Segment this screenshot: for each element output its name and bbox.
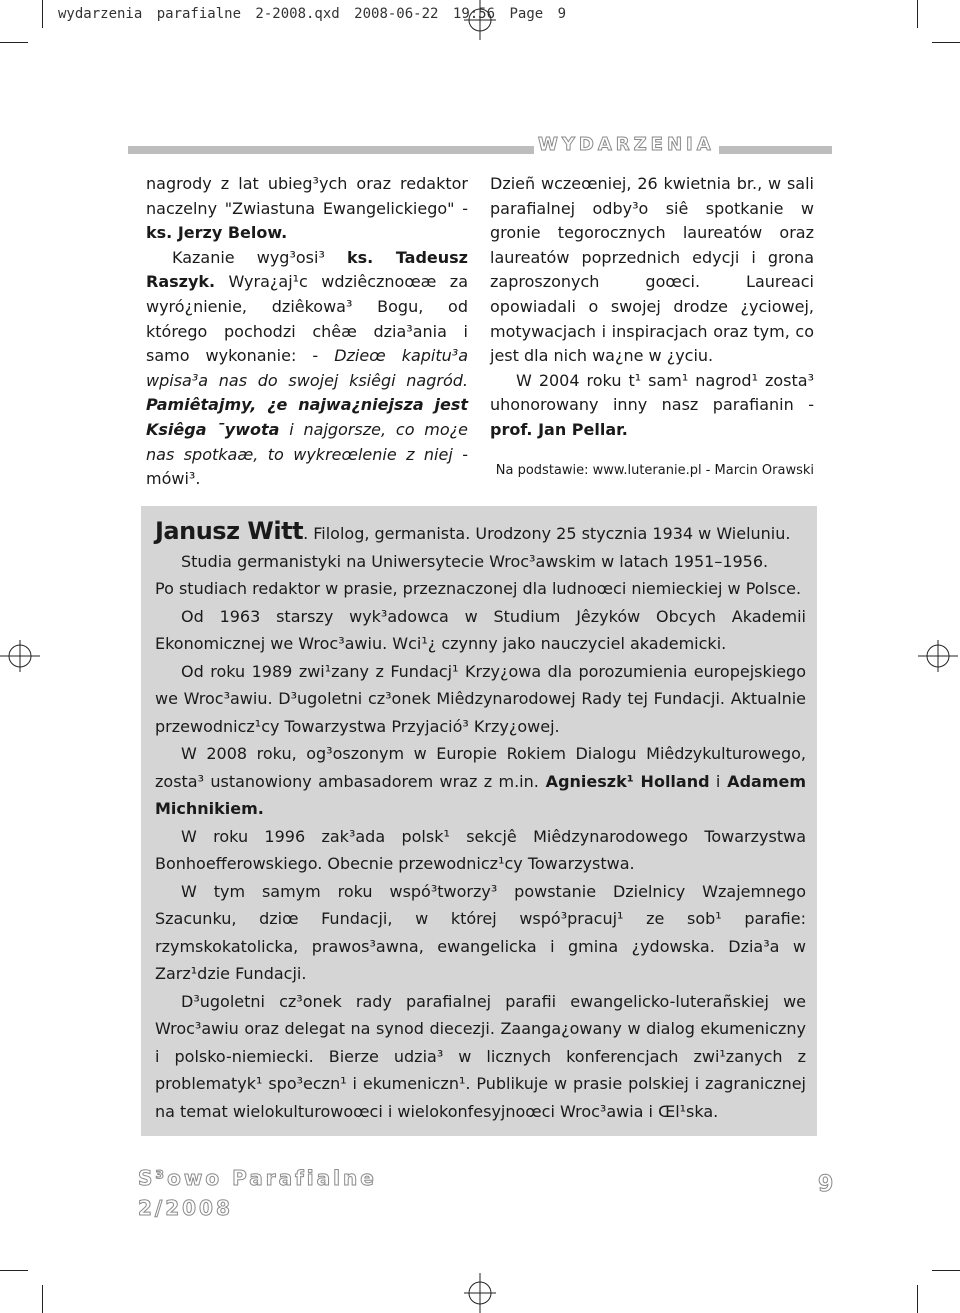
slug-page: Page 9 <box>509 6 567 22</box>
paragraph-awards <box>146 172 468 246</box>
slug-file: wydarzenia parafialne 2-2008.qxd <box>58 6 340 22</box>
bio-p6-and: i <box>709 771 721 791</box>
paragraph-2004 <box>490 369 814 443</box>
footer-page-number: 9 <box>818 1172 837 1197</box>
crop-mark-bl-h <box>0 1270 28 1271</box>
crop-mark-tl-v <box>42 0 43 28</box>
bio-p5: Od roku 1989 zwi¹zany z Fundacj¹ Krzy¿owa dla porozumienia europejskiego we Wroc³awiu. D³ugoletni cz³onek Miêdzynarodowej Rady tej Fundacji. Aktualnie przewodnicz¹cy Towarzystwa Przyjació³ Krzy¿owej. <box>155 661 806 736</box>
section-title: WYDARZENIA <box>534 134 719 155</box>
text-2004: W 2004 roku t¹ sam¹ nagrod¹ zosta³ uhonorowany inny nasz parafianin - <box>490 370 814 415</box>
crop-mark-tl-h <box>0 42 28 43</box>
registration-mark-right <box>918 636 958 676</box>
text-said: - mówi³. <box>146 444 468 489</box>
bio-p4: Od 1963 starszy wyk³adowca w Studium Jêzyków Obcych Akademii Ekonomicznej we Wroc³awiu. Wci¹¿ czynny jako nauczyciel akademicki. <box>155 606 806 653</box>
footer-issue: 2/2008 <box>138 1196 233 1220</box>
crop-mark-tr-v <box>917 0 918 28</box>
person-name: prof. Jan Pellar. <box>490 419 628 439</box>
bio-p6-text: W 2008 roku, og³oszonym w Europie Rokiem Dialogu Miêdzykulturowego, zosta³ ustanowiony ambasadorem wraz z m.in. <box>155 744 806 791</box>
text-sermon: Kazanie wyg³osi³ <box>172 247 325 267</box>
registration-mark-bottom <box>460 1273 500 1313</box>
paragraph-meeting: Dzieñ wczeœniej, 26 kwietnia br., w sali parafialnej odby³o siê spotkanie w gronie tegorocznych laureatów oraz laureatów poprzednich edycji i grona zaproszonych goœci. Laureaci opowiadali o swojej drodze ¿yciowej, motywacjach i inspiracjach oraz tym, co jest dla nich wa¿ne w ¿yciu. <box>490 174 814 366</box>
bio-text <box>155 518 806 1125</box>
header-rule <box>128 146 832 154</box>
text-awards: nagrody z lat ubieg³ych oraz redaktor naczelny "Zwiastuna Ewangelickiego" - <box>146 174 468 218</box>
person-name: ks. Jerzy Below. <box>146 223 288 243</box>
bio-name: Janusz Witt <box>155 517 304 545</box>
crop-mark-br-h <box>932 1270 960 1271</box>
source-credit: Na podstawie: www.luteranie.pl - Marcin Orawski <box>495 462 814 478</box>
bio-p3: Po studiach redaktor w prasie, przeznaczonej dla ludnoœci niemieckiej w Polsce. <box>155 579 802 598</box>
bio-p1: . Filolog, germanista. Urodzony 25 stycznia 1934 w Wieluniu. <box>303 524 791 543</box>
bio-p7: W roku 1996 zak³ada polsk¹ sekcjê Miêdzynarodowego Towarzystwa Bonhoefferowskiego. Obecnie przewodnicz¹cy Towarzystwa. <box>155 826 806 873</box>
bio-p8: W tym samym roku wspó³tworzy³ powstanie Dzielnicy Wzajemnego Szacunku, dziœ Fundacji, w której wspó³pracuj¹ ze sob¹ parafie: rzymskokatolicka, prawos³awna, ewangelicka i gmina ¿ydowska. Dzia³a w Zarz¹dzie Fundacji. <box>155 881 806 983</box>
quote-italic: Dzieœ kapitu³a wpisa³a nas do swojej ksiêgi nagród. <box>146 346 468 390</box>
crop-mark-br-v <box>917 1285 918 1313</box>
crop-mark-tr-h <box>932 42 960 43</box>
registration-mark-left <box>0 636 40 676</box>
crop-mark-bl-v <box>42 1285 43 1313</box>
slug-time: 19:56 <box>452 6 496 22</box>
paragraph-sermon <box>146 246 468 492</box>
person-name: Adamem Michnikiem. <box>155 771 807 818</box>
person-name: ks. Tadeusz Raszyk. <box>146 247 468 292</box>
quote-bold-italic: Pamiêtajmy, ¿e najwa¿niejsza jest Ksiêga ¯ywota <box>146 395 468 439</box>
bio-p6 <box>155 740 806 823</box>
quote-italic: i najgorsze, co mo¿e nas spotkaæ, to wykreœlenie z niej <box>146 419 468 464</box>
bio-p9: D³ugoletni cz³onek rady parafialnej parafii ewangelicko-luterañskiej we Wroc³awiu oraz delegat na synod diecezji. Zaanga¿owany w dialog ekumeniczny i polsko-niemiecki. Bierze udzia³ w licznych konferencjach zwi¹zanych z problematyk¹ spo³eczn¹ i ekumeniczn¹. Publikuje w prasie polskiej i zagranicznej na temat wielokulturowoœci i wielokonfesyjnoœci Wroc³awia i Œl¹ska. <box>155 991 806 1121</box>
footer-publication-title: S³owo Parafialne <box>138 1166 377 1190</box>
bio-intro <box>155 518 806 548</box>
column-right <box>490 172 814 483</box>
column-left <box>146 172 468 492</box>
bio-p2: Studia germanistyki na Uniwersytecie Wroc³awskim w latach 1951–1956. <box>181 551 769 571</box>
text-thanks: Wyra¿aj¹c wdziêcznoœæ za wyró¿nienie, dziêkowa³ Bogu, od którego pochodzi chêæ dzia³ania i samo wykonanie: - <box>146 272 468 366</box>
person-name: Agnieszk¹ Holland <box>538 771 710 791</box>
registration-mark-top <box>460 0 500 40</box>
slug-date: 2008-06-22 <box>354 6 439 22</box>
